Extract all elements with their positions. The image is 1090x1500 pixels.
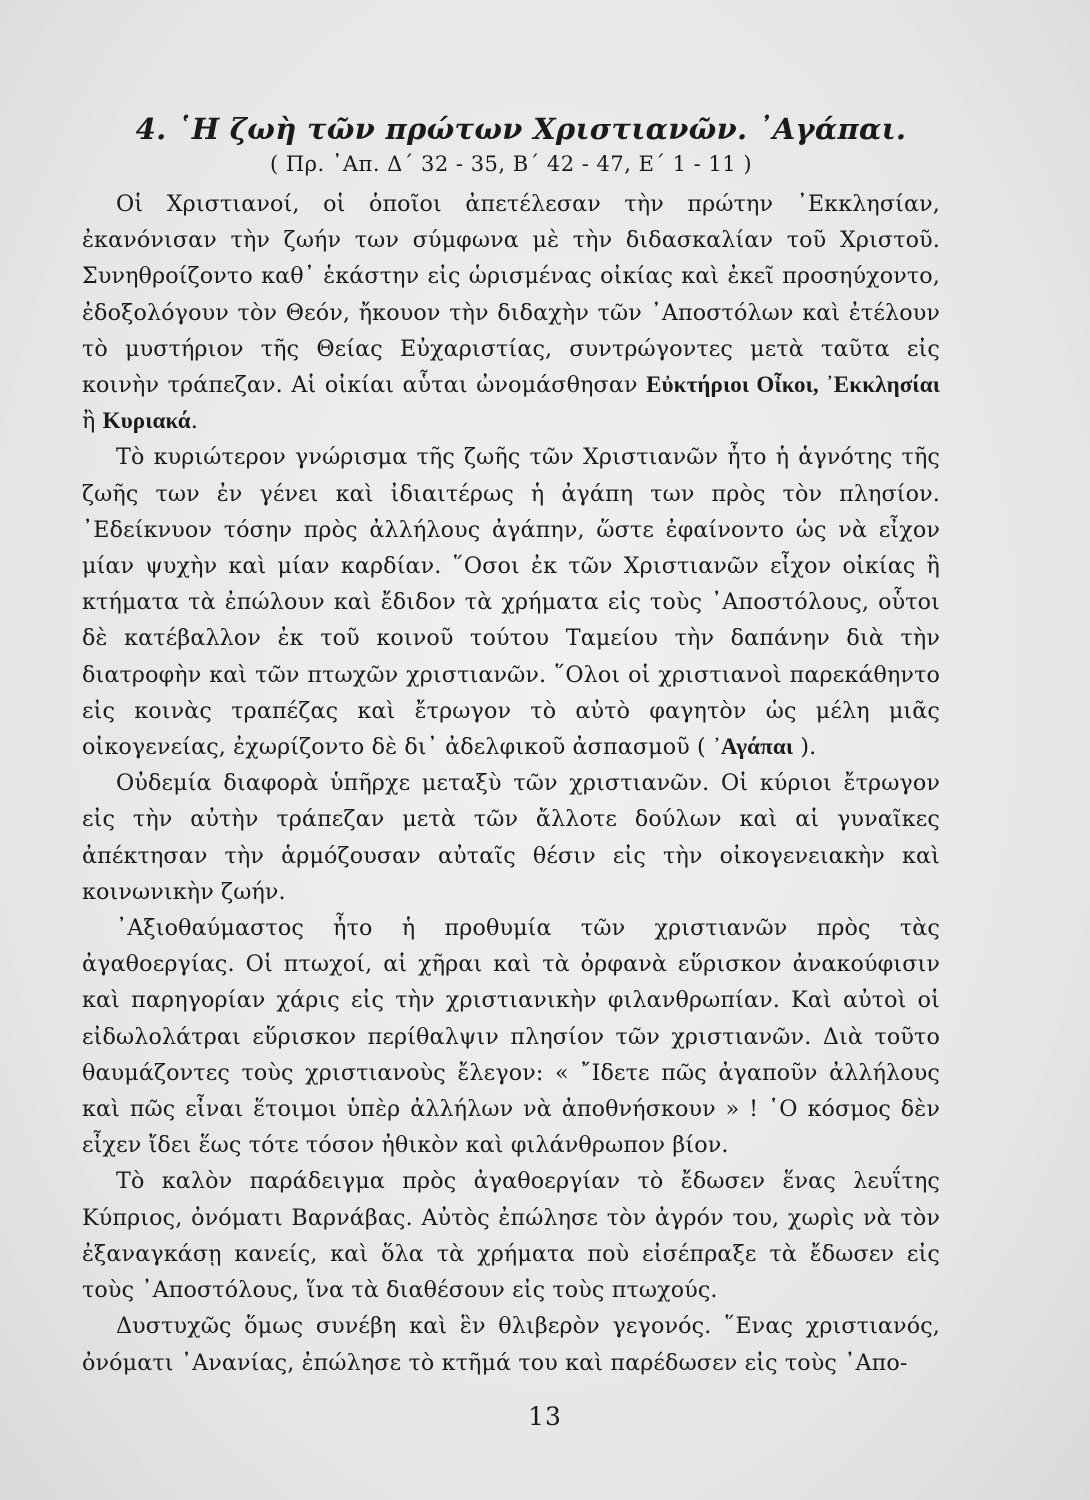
page-number: 13 — [528, 1402, 562, 1431]
page-content — [82, 112, 940, 1381]
paragraph-2-end: ). — [793, 734, 817, 761]
term-agapai: ᾿Αγάπαι — [713, 734, 794, 760]
paragraph-1-end: . — [190, 408, 198, 435]
paragraph-1 — [82, 186, 940, 439]
paragraph-6: Δυστυχῶς ὅμως συνέβη καὶ ἓν θλιβερὸν γεγονός. ῞Ενας χριστιανός, ὀνόματι ᾿Ανανίας, ἐπώλησε τὸ κτῆμά του καὶ παρέδωσεν εἰς τοὺς ᾿Απο- — [82, 1313, 940, 1376]
paragraph-1-text: Οἱ Χριστιανοί, οἱ ὁποῖοι ἀπετέλεσαν τὴν πρώτην ᾿Εκκλησίαν, ἐκανόνισαν τὴν ζωήν των σύμφωνα μὲ τὴν διδασκαλίαν τοῦ Χριστοῦ. Συνηθροίζοντο καθ᾿ ἑκάστην εἰς ὡρισμένας οἰκίας καὶ ἐκεῖ προσηύχοντο, ἐδοξολόγουν τὸν Θεόν, ἤκουον τὴν διδαχὴν τῶν ᾿Αποστόλων καὶ ἐτέλουν τὸ μυστήριον τῆς Θείας Εὐχαριστίας, συντρώγοντες μετὰ ταῦτα εἰς κοινὴν τράπεζαν. Αἱ οἰκίαι αὗται ὠνομάσθησαν — [82, 191, 940, 399]
paragraph-5: Τὸ καλὸν παράδειγμα πρὸς ἀγαθοεργίαν τὸ ἔδωσεν ἕνας λευΐτης Κύπριος, ὀνόματι Βαρνάβας. Αὐτὸς ἐπώλησε τὸν ἀγρόν του, χωρὶς νὰ τὸν ἐξαναγκάσῃ κανείς, καὶ ὅλα τὰ χρήματα ποὺ εἰσέπραξε τὰ ἔδωσεν εἰς τοὺς ᾿Αποστόλους, ἵνα τὰ διαθέσουν εἰς τοὺς πτωχούς. — [82, 1168, 940, 1304]
scripture-reference: ( Πρ. ᾿Απ. Δ΄ 32 - 35, Β΄ 42 - 47, Ε΄ 1 - 11 ) — [269, 152, 753, 176]
term-kyriaka: Κυριακά — [102, 408, 191, 434]
term-prayer-houses: Εὐκτήριοι Οἶκοι, ᾿Εκκλησίαι — [646, 372, 940, 398]
paragraph-4: ᾿Αξιοθαύμαστος ἦτο ἡ προθυμία τῶν χριστιανῶν πρὸς τὰς ἀγαθοεργίας. Οἱ πτωχοί, αἱ χῆραι καὶ τὰ ὀρφανὰ εὕρισκον ἀνακούφισιν καὶ παρηγορίαν χάρις εἰς τὴν χριστιανικὴν φιλανθρωπίαν. Καὶ αὐτοὶ οἱ εἰδωλολάτραι εὕρισκον περίθαλψιν πλησίον τῶν χριστιανῶν. Διὰ τοῦτο θαυμάζοντες τοὺς χριστιανοὺς ἔλεγον: « ῎Ιδετε πῶς ἀγαποῦν ἀλλήλους καὶ πῶς εἶναι ἕτοιμοι ὑπὲρ ἀλλήλων νὰ ἀποθνήσκουν » ! ῾Ο κόσμος δὲν εἶχεν ἴδει ἕως τότε τόσον ἠθικὸν καὶ φιλάνθρωπον βίον. — [82, 915, 940, 1159]
paragraph-2-text: Τὸ κυριώτερον γνώρισμα τῆς ζωῆς τῶν Χριστιανῶν ἦτο ἡ ἁγνότης τῆς ζωῆς των ἐν γένει καὶ ἰδιαιτέρως ἡ ἀγάπη των πρὸς τὸν πλησίον. ᾿Εδείκνυον τόσην πρὸς ἀλλήλους ἀγάπην, ὥστε ἐφαίνοντο ὡς νὰ εἶχον μίαν ψυχὴν καὶ μίαν καρδίαν. ῞Οσοι ἐκ τῶν Χριστιανῶν εἶχον οἰκίας ἢ κτήματα τὰ ἐπώλουν καὶ ἔδιδον τὰ χρήματα εἰς τοὺς ᾿Αποστόλους, οὗτοι δὲ κατέβαλλον ἐκ τοῦ κοινοῦ τούτου Ταμείου τὴν δαπάνην διὰ τὴν διατροφὴν καὶ τῶν πτωχῶν χριστιανῶν. ῞Ολοι οἱ χριστιανοὶ παρεκάθηντο εἰς κοινὰς τραπέζας καὶ ἔτρωγον τὸ αὐτὸ φαγητὸν ὡς μέλη μιᾶς οἰκογενείας, ἐχωρίζοντο δὲ δι᾿ ἀδελφικοῦ ἀσπασμοῦ ( — [82, 444, 940, 761]
chapter-title: 4. ῾Η ζωὴ τῶν πρώτων Χριστιανῶν. ᾿Αγάπαι. — [135, 112, 907, 146]
paragraph-1-or: ἢ — [82, 408, 103, 435]
paragraph-3: Οὐδεμία διαφορὰ ὑπῆρχε μεταξὺ τῶν χριστιανῶν. Οἱ κύριοι ἔτρωγον εἰς τὴν αὐτὴν τράπεζαν μετὰ τῶν ἄλλοτε δούλων καὶ αἱ γυναῖκες ἀπέκτησαν τὴν ἁρμόζουσαν αὐταῖς θέσιν εἰς τὴν οἰκογενειακὴν καὶ κοινωνικὴν ζωήν. — [82, 770, 940, 905]
paragraph-2 — [82, 439, 940, 765]
